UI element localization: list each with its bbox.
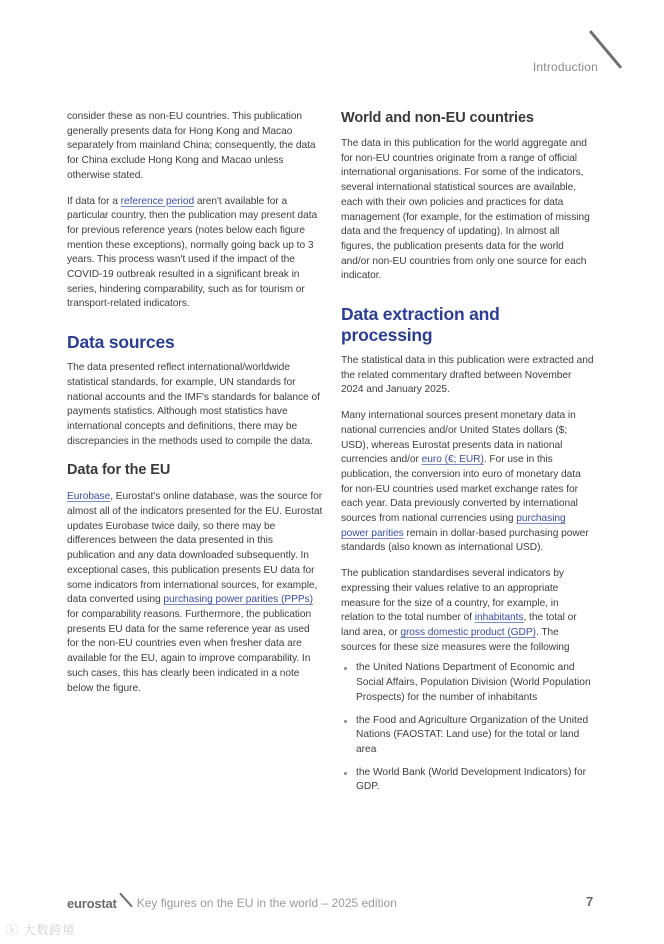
world-non-eu-heading: World and non-EU countries: [341, 110, 534, 126]
data-for-eu-heading: Data for the EU: [67, 462, 171, 479]
section-title: Introduction: [532, 60, 598, 74]
left-column: [67, 110, 323, 707]
right-column: [341, 110, 594, 803]
page-footer: [67, 894, 397, 912]
euro-link[interactable]: euro (€; EUR): [421, 454, 484, 466]
extraction-paragraph-1: The statistical data in this publication were extracted and the related commentary drafted between November 2024 and January 2025.: [341, 355, 594, 396]
list-item: the Food and Agriculture Organization of the United Nations (FAOSTAT: Land use) for the total or land area: [341, 714, 594, 758]
data-sources-heading: Data sources: [67, 332, 175, 353]
intro-paragraph: consider these as non-EU countries. This publication generally presents data for Hong Kong and Macao separately from mainland China; consequently, the data for China exclude Hong Kong and Macao unless otherwise stated.: [67, 111, 316, 181]
page-number: 7: [586, 894, 594, 909]
bullet-icon: [344, 720, 347, 723]
bullet-icon: [344, 772, 347, 775]
ppp-link[interactable]: purchasing power parities (PPPs): [163, 594, 313, 606]
world-non-eu-paragraph: The data in this publication for the world aggregate and for non-EU countries originate from a range of official international organisations. For some of the indicators, several international statistical sources are available, each with their own policies and practices for data management (for example, for the estimation of missing data and the frequency of updating). In almost all figures, the publication presents data for the world and/or non-EU countries from only one source for each indicator.: [341, 138, 590, 282]
bullet-icon: [344, 667, 347, 670]
reference-period-paragraph: If data for a reference period aren't available for a particular country, then the publication may present data for previous reference years (notes below each figure mention these exceptions), normally going back up to 3 years. This process wasn't used if the impact of the COVID-19 outbreak resulted in a significant break in series, hindering comparability, such as for tourism or transport-related indicators.: [67, 195, 318, 310]
list-item: the United Nations Department of Economic and Social Affairs, Population Division (World Population Prospects) for the number of inhabitants: [341, 661, 594, 705]
gdp-link[interactable]: gross domestic product (GDP): [400, 626, 536, 638]
purchasing-power-parities-link[interactable]: purchasing power parities: [341, 513, 566, 539]
publication-title: Key figures on the EU in the world – 2025 edition: [136, 896, 397, 910]
logo-slash-icon: [119, 893, 133, 908]
watermark: ⓚ 大数跨境: [6, 923, 76, 937]
inhabitants-link[interactable]: inhabitants: [474, 612, 524, 624]
extraction-paragraph-2: Many international sources present monetary data in national currencies and/or United States dollars ($; USD), whereas Eurostat presents data in national currencies and/or euro (€; EUR). For use in this publication, the conversion into euro of monetary data for non-EU countries used market exchange rates for each year. Data previously converted by international sources from national currencies using purchasing power parities remain in dollar-based purchasing power standards (also known as international USD).: [341, 410, 589, 554]
eurostat-logo: eurostat: [67, 895, 117, 911]
reference-period-link[interactable]: reference period: [120, 195, 195, 207]
eurobase-link[interactable]: Eurobase: [67, 491, 111, 503]
size-measure-sources-list: [341, 661, 594, 795]
data-sources-paragraph: The data presented reflect international/worldwide statistical standards, for example, UN standards for national accounts and the IMF's standards for balance of payments statistics. Although most statistics have international concepts and definitions, there may be discrepancies in the methods used to compile the data.: [67, 362, 320, 447]
list-item: the World Bank (World Development Indicators) for GDP.: [341, 766, 594, 795]
extraction-paragraph-3: The publication standardises several indicators by expressing their values relative to an appropriate measure for the size of a country, for example, in relation to the total number of inhabitants, the total or land area, or gross domestic product (GDP). The sources for these size measures were the following: [341, 568, 577, 653]
data-extraction-heading: Data extraction and processing: [341, 304, 500, 346]
data-for-eu-paragraph: Eurobase, Eurostat's online database, was the source for almost all of the indicators presented for the EU. Eurostat updates Eurobase twice daily, so there may be differences between the data presented in this publication and any data downloaded subsequently. In exceptional cases, this publication presents EU data for some indicators from international sources, for example, data converted using purchasing power parities (PPPs) for comparability reasons. Furthermore, the publication presents EU data for the same reference year as used for the non-EU countries even when fresher data are available for the EU, again to improve comparability. In such cases, this has clearly been indicated in a note below the figure.: [67, 491, 323, 694]
